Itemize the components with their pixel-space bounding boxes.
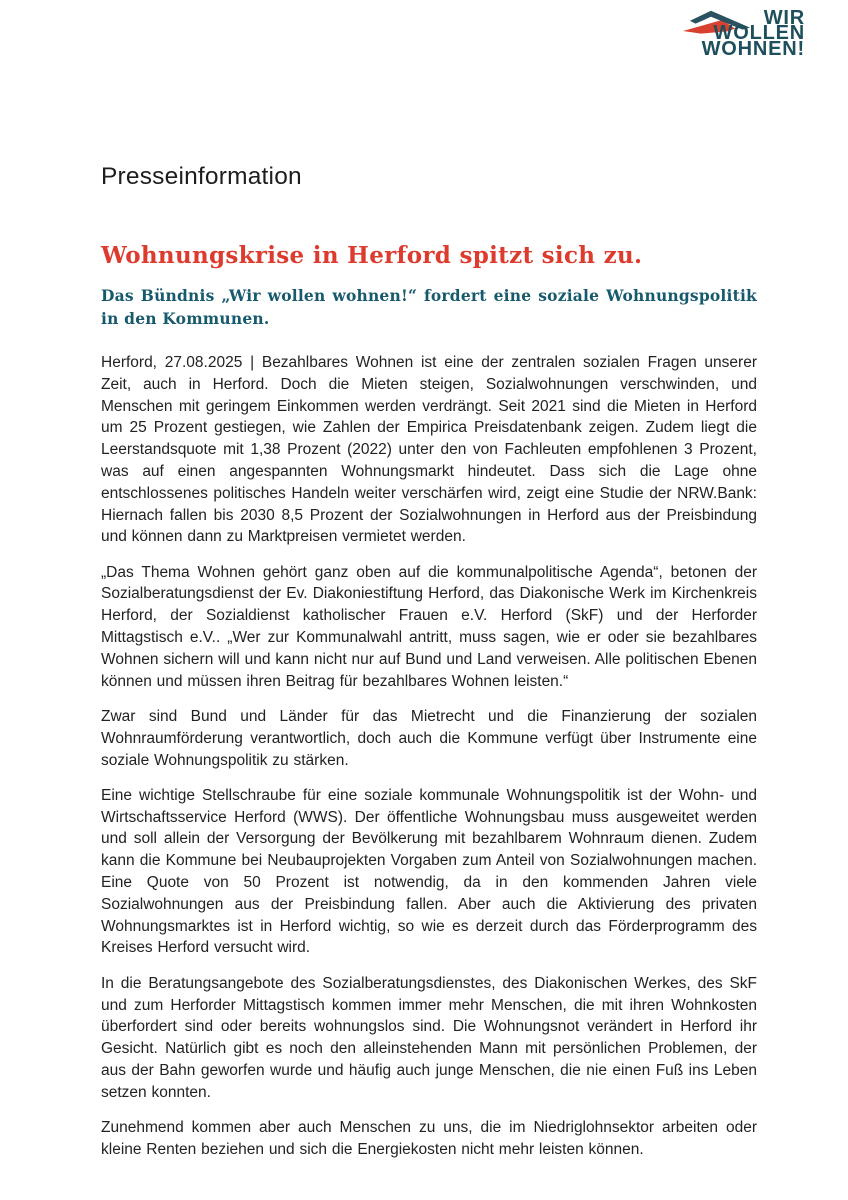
paragraph: Eine wichtige Stellschraube für eine soziale kommunale Wohnungspolitik ist der Wohn- und Wirtschaftsservice Herford (WWS). Der öffentliche Wohnungsbau muss ausgeweitet werden und soll allein der Versorgung der Bevölkerung mit bezahlbarem Wohnraum dienen. Zudem kann die Kommune bei Neubauprojekten Vorgaben zum Anteil von Sozialwohnungen machen. Eine Quote von 50 Prozent ist notwendig, da in den kommenden Jahren viele Sozialwohnungen aus der Preisbindung fallen. Aber auch die Aktivierung des privaten Wohnungsmarktes ist in Herford wichtig, so wie es derzeit durch das Förderprogramm des Kreises Herford versucht wird. [101,786,757,957]
paragraph: In die Beratungsangebote des Sozialberatungsdienstes, des Diakonischen Werkes, des SkF und zum Herforder Mittagstisch kommen immer mehr Menschen, die mit ihren Wohnkosten überfordert sind oder bereits wohnungslos sind. Die Wohnungsnot verändert in Herford ihr Gesicht. Natürlich gibt es noch den alleinstehenden Mann mit persönlichen Problemen, der aus der Bahn geworfen wurde und häufig auch junge Menschen, die nie einen Fuß ins Leben setzen konnten. [101,974,757,1101]
paragraph: „Das Thema Wohnen gehört ganz oben auf die kommunalpolitische Agenda“, betonen der Sozialberatungsdienst der Ev. Diakoniestiftung Herford, das Diakonische Werk im Kirchenkreis Herford, der Sozialdienst katholischer Frauen e.V. Herford (SkF) und der Herforder Mittagstisch e.V.. „Wer zur Kommunalwahl antritt, muss sagen, wie er oder sie bezahlbares Wohnen sichern will und kann nicht nur auf Bund und Land verweisen. Alle politischen Ebenen können und müssen ihren Beitrag für bezahlbares Wohnen leisten.“ [101,563,757,690]
article [101,163,757,1174]
paragraph: Zwar sind Bund und Länder für das Mietrecht und die Finanzierung der sozialen Wohnraumförderung verantwortlich, doch auch die Kommune verfügt über Instrumente eine soziale Wohnungspolitik zu stärken. [101,707,757,769]
logo [548,0,848,80]
logo-wordmark-line2: WOLLEN [713,22,805,45]
article-body [101,352,757,1161]
paragraph: Zunehmend kommen aber auch Menschen zu uns, die im Niedriglohnsektor arbeiten oder kleine Renten beziehen und sich die Energiekosten nicht mehr leisten können. [101,1119,757,1158]
headline: Wohnungskrise in Herford spitzt sich zu. [101,242,643,269]
logo-wordmark-line1: WIR [763,7,805,29]
subheadline: Das Bündnis „Wir wollen wohnen!“ fordert eine soziale Wohnungspolitik in den Kommunen. [101,286,757,328]
logo-wordmark [701,7,805,60]
paragraph: Herford, 27.08.2025 | Bezahlbares Wohnen ist eine der zentralen sozialen Fragen unserer Zeit, auch in Herford. Doch die Mieten steigen, Sozialwohnungen verschwinden, und Menschen mit geringem Einkommen werden verdrängt. Seit 2021 sind die Mieten in Herford um 25 Prozent gestiegen, wie Zahlen der Empirica Preisdatenbank zeigen. Zudem liegt die Leerstandsquote mit 1,38 Prozent (2022) unter den von Fachleuten empfohlenen 3 Prozent, was auf einen angespannten Wohnungsmarkt hindeutet. Dass sich die Lage ohne entschlossenes politisches Handeln weiter verschärfen wird, zeigt eine Studie der NRW.Bank: Hiernach fallen bis 2030 8,5 Prozent der Sozialwohnungen in Herford aus der Preisbindung und können dann zu Marktpreisen vermietet werden. [101,354,757,546]
logo-wordmark-line3: WOHNEN! [701,37,805,60]
kicker: Presseinformation [101,163,302,190]
